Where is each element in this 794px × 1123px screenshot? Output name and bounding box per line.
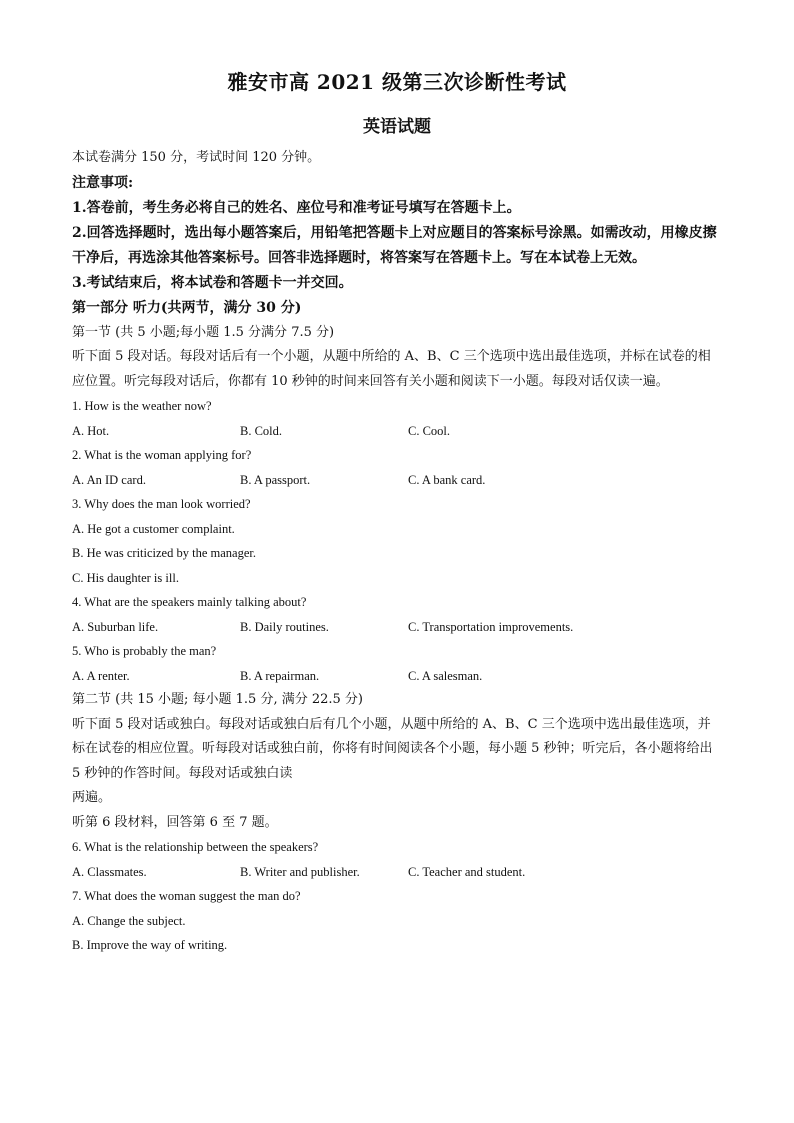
option-b: B. Writer and publisher. [240,864,360,879]
question-2-options [72,468,722,493]
section2-instructions-end: 两遍。 [72,790,112,805]
notice-item-1: 1.答卷前，考生务必将自己的姓名、座位号和准考证号填写在答题卡上。 [72,199,521,216]
question-4-stem: 4. What are the speakers mainly talking about? [72,595,307,609]
exam-body [72,146,722,958]
option-c: C. A bank card. [408,472,486,487]
option-a: A. Hot. [72,423,110,438]
question-2-stem: 2. What is the woman applying for? [72,448,252,462]
question-5-stem: 5. Who is probably the man? [72,644,217,658]
section1-instructions: 听下面 5 段对话。每段对话后有一个小题，从题中所给的 A、B、C 三个选项中选出最佳选项，并标在试卷的相应位置。听完每段对话后，你都有 10 秒钟的时间来回答有关小题和阅读下一小题。每段对话仅读一遍。 [72,349,711,389]
question-6-stem: 6. What is the relationship between the speakers? [72,840,319,854]
option-c: C. His daughter is ill. [72,570,179,585]
option-b: B. Cold. [240,423,283,438]
option-b: B. Daily routines. [240,619,329,634]
option-a: A. He got a customer complaint. [72,521,235,536]
section2-heading: 第二节 (共 15 小题; 每小题 1.5 分, 满分 22.5 分) [72,692,364,707]
question-7-stem: 7. What does the woman suggest the man do? [72,889,301,903]
question-1-stem: 1. How is the weather now? [72,399,212,413]
option-c: C. A salesman. [408,668,483,683]
question-3-stem: 3. Why does the man look worried? [72,497,251,511]
option-b: B. He was criticized by the manager. [72,546,256,560]
exam-title: 雅安市高 2021 级第三次诊断性考试 [227,70,567,94]
material-6-note: 听第 6 段材料，回答第 6 至 7 题。 [72,814,278,830]
exam-info: 本试卷满分 150 分，考试时间 120 分钟。 [72,150,321,165]
notice-title: 注意事项: [72,174,134,191]
option-b: B. A repairman. [240,668,320,683]
option-b: B. Improve the way of writing. [72,938,228,952]
question-6-options [72,860,722,885]
option-a: A. An ID card. [72,472,146,487]
notice-item-2: 2.回答选择题时，选出每小题答案后，用铅笔把答题卡上对应题目的答案标号涂黑。如需改动，用橡皮擦干净后，再选涂其他答案标号。回答非选择题时，将答案写在答题卡上。写在本试卷上无效。 [72,224,717,266]
question-4-options [72,615,722,640]
notice-item-3: 3.考试结束后，将本试卷和答题卡一并交回。 [72,274,353,291]
option-c: C. Cool. [408,423,451,438]
option-a: A. Change the subject. [72,913,186,928]
part1-heading: 第一部分 听力(共两节，满分 30 分) [72,299,302,316]
question-5-options [72,664,722,689]
section2-instructions: 听下面 5 段对话或独白。每段对话或独白后有几个小题，从题中所给的 A、B、C 三个选项中选出最佳选项，并标在试卷的相应位置。听每段对话或独白前，你将有时间阅读各个小题，每小题 5 秒钟；听完后，各小题将给出 5 秒钟的作答时间。每段对话或独白读 [72,716,713,781]
option-c: C. Transportation improvements. [408,619,574,634]
option-a: A. Classmates. [72,864,147,879]
exam-subtitle: 英语试题 [363,117,431,137]
option-a: A. A renter. [72,668,130,683]
option-b: B. A passport. [240,472,311,487]
section1-heading: 第一节 (共 5 小题;每小题 1.5 分满分 7.5 分) [72,324,335,340]
question-1-options [72,419,722,444]
option-a: A. Suburban life. [72,619,159,634]
option-c: C. Teacher and student. [408,864,526,879]
